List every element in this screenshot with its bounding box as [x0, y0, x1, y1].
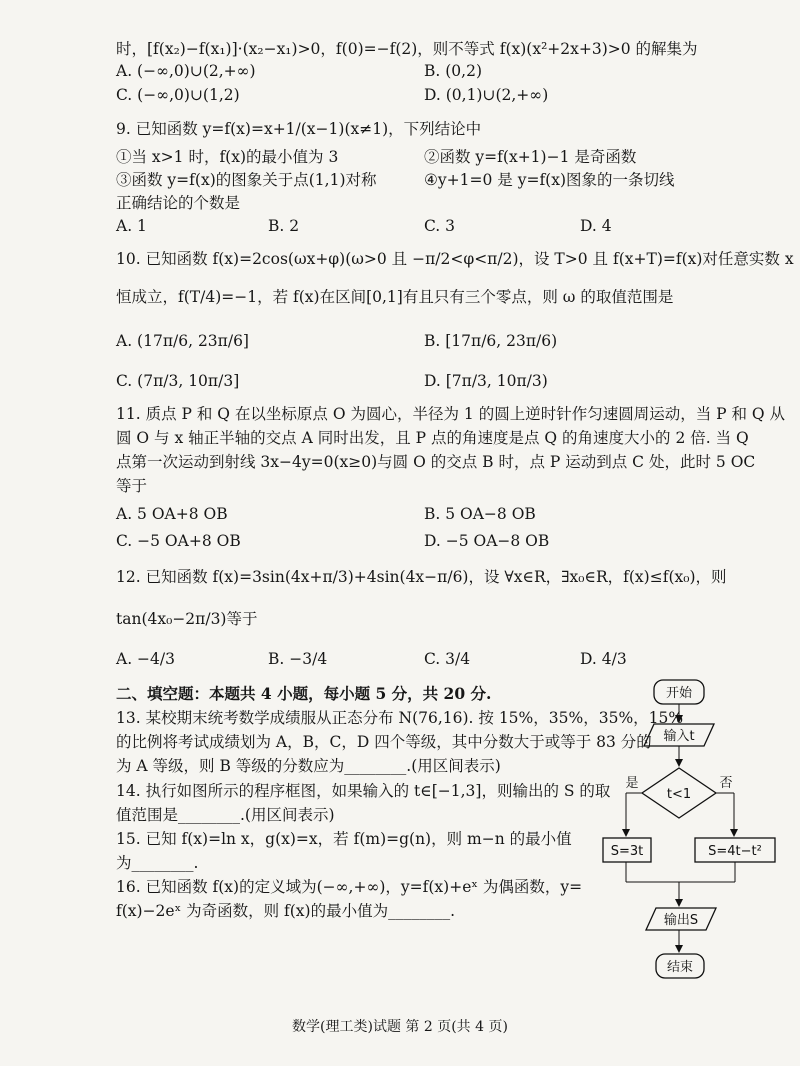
q9-option-b: B. 2	[268, 217, 300, 235]
q13-line2: 的比例将考试成绩划为 A，B，C，D 四个等级，其中分数大于或等于 83 分的	[116, 733, 652, 751]
q16-line2: f(x)−2eˣ 为奇函数，则 f(x)的最小值为________.	[116, 902, 456, 920]
q10-option-a: A. (17π/6, 23π/6]	[116, 332, 249, 350]
q14-line2: 值范围是________.(用区间表示)	[116, 806, 335, 824]
flowchart-yes-label: 是	[625, 776, 639, 791]
flowchart-end-label: 结束	[666, 960, 694, 975]
q8-option-d: D. (0,1)∪(2,+∞)	[424, 86, 549, 104]
flowchart-no-label: 否	[719, 776, 733, 791]
q12-option-d: D. 4/3	[580, 650, 627, 668]
q9-option-d: D. 4	[580, 217, 612, 235]
q11-option-a: A. 5 OA+8 OB	[116, 505, 228, 523]
q10-option-b: B. [17π/6, 23π/6)	[424, 332, 558, 350]
flowchart-input-label: 输入t	[663, 729, 695, 744]
program-flowchart	[600, 672, 790, 992]
q14-line1: 14. 执行如图所示的程序框图，如果输入的 t∈[−1,3]，则输出的 S 的取	[116, 782, 611, 800]
page-footer: 数学(理工类)试题 第 2 页(共 4 页)	[292, 1019, 508, 1035]
q11-line3: 点第一次运动到射线 3x−4y=0(x≥0)与圆 O 的交点 B 时，点 P 运动到点 C 处，此时 5 OC	[116, 453, 756, 471]
q15-line1: 15. 已知 f(x)=ln x，g(x)=x，若 f(m)=g(n)，则 m−n 的最小值	[116, 830, 572, 848]
q11-line1: 11. 质点 P 和 Q 在以坐标原点 O 为圆心，半径为 1 的圆上逆时针作匀速圆周运动，当 P 和 Q 从	[116, 405, 786, 423]
q10-stem-line2: 恒成立，f(T/4)=−1，若 f(x)在区间[0,1]有且只有三个零点，则 ω 的取值范围是	[116, 288, 674, 306]
q9-statement-2: ②函数 y=f(x+1)−1 是奇函数	[424, 148, 637, 166]
q9-option-c: C. 3	[424, 217, 456, 235]
q11-line2: 圆 O 与 x 轴正半轴的交点 A 同时出发，且 P 点的角速度是点 Q 的角速度大小的 2 倍. 当 Q	[116, 429, 749, 447]
q12-option-c: C. 3/4	[424, 650, 471, 668]
flowchart-left-label: S=3t	[610, 844, 644, 859]
flowchart-decision-label: t<1	[666, 787, 692, 802]
q10-stem-line1: 10. 已知函数 f(x)=2cos(ωx+φ)(ω>0 且 −π/2<φ<π/2)，设 T>0 且 f(x+T)=f(x)对任意实数 x	[116, 250, 794, 268]
q11-line4: 等于	[116, 477, 148, 495]
q12-option-b: B. −3/4	[268, 650, 328, 668]
q9-stem: 9. 已知函数 y=f(x)=x+1/(x−1)(x≠1)，下列结论中	[116, 120, 482, 138]
q10-option-c: C. (7π/3, 10π/3]	[116, 372, 240, 390]
flowchart-right-label: S=4t−t²	[708, 844, 762, 859]
flowchart-output-label: 输出S	[663, 913, 699, 928]
q9-statement-4: ④y+1=0 是 y=f(x)图象的一条切线	[424, 171, 675, 189]
flowchart-start-label: 开始	[665, 686, 693, 701]
q9-statement-3: ③函数 y=f(x)的图象关于点(1,1)对称	[116, 171, 377, 189]
q8-option-a: A. (−∞,0)∪(2,+∞)	[116, 62, 256, 80]
q11-option-c: C. −5 OA+8 OB	[116, 532, 241, 550]
q15-line2: 为________.	[116, 854, 199, 872]
q11-option-b: B. 5 OA−8 OB	[424, 505, 536, 523]
q16-line1: 16. 已知函数 f(x)的定义域为(−∞,+∞)，y=f(x)+eˣ 为偶函数，y=	[116, 878, 583, 896]
q10-option-d: D. [7π/3, 10π/3)	[424, 372, 548, 390]
q8-stem-continuation: 时，[f(x₂)−f(x₁)]·(x₂−x₁)>0，f(0)=−f(2)，则不等式 f(x)(x²+2x+3)>0 的解集为	[116, 40, 698, 58]
q9-question: 正确结论的个数是	[116, 194, 241, 212]
q11-option-d: D. −5 OA−8 OB	[424, 532, 550, 550]
q8-option-b: B. (0,2)	[424, 62, 482, 80]
q8-option-c: C. (−∞,0)∪(1,2)	[116, 86, 240, 104]
q12-option-a: A. −4/3	[116, 650, 175, 668]
q13-line3: 为 A 等级，则 B 等级的分数应为________.(用区间表示)	[116, 757, 501, 775]
q12-line2: tan(4x₀−2π/3)等于	[116, 610, 258, 628]
section-heading-fill-in: 二、填空题：本题共 4 小题，每小题 5 分，共 20 分.	[116, 684, 492, 703]
q9-option-a: A. 1	[116, 217, 147, 235]
q13-line1: 13. 某校期末统考数学成绩服从正态分布 N(76,16). 按 15%，35%，35%，15%	[116, 709, 684, 727]
q9-statement-1: ①当 x>1 时，f(x)的最小值为 3	[116, 148, 339, 166]
q12-line1: 12. 已知函数 f(x)=3sin(4x+π/3)+4sin(4x−π/6)，设 ∀x∈R，∃x₀∈R，f(x)≤f(x₀)，则	[116, 568, 727, 586]
